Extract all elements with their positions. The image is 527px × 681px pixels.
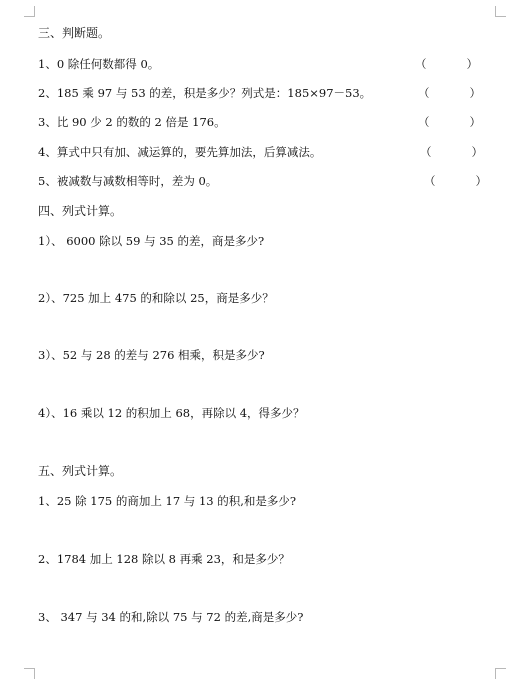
judgment-question-5: 5、被减数与减数相等时，差为 0。 [38,174,218,188]
judgment-question-1: 1、0 除任何数都得 0。 [38,57,160,71]
answer-paren-2[interactable] [418,85,481,101]
paren-close: ） [475,174,487,188]
crop-mark-bottom-left [24,668,35,679]
paren-open: （ [418,86,430,100]
calc-question-5-1: 1、25 除 175 的商加上 17 与 13 的积,和是多少? [38,494,297,508]
paren-close: ） [469,115,481,129]
calc-question-5-3: 3、 347 与 34 的和,除以 75 与 72 的差,商是多少? [38,610,304,624]
paren-open: （ [424,174,436,188]
answer-paren-4[interactable] [420,144,483,160]
calc-question-4-2: 2）、725 加上 475 的和除以 25，商是多少？ [38,291,274,305]
section3-title: 三、判断题。 [38,26,111,40]
crop-mark-top-left [24,6,35,17]
answer-paren-3[interactable] [418,114,481,130]
calc-question-4-3: 3）、52 与 28 的差与 276 相乘，积是多少? [38,348,265,362]
paren-close: ） [466,57,478,71]
calc-question-4-1: 1）、 6000 除以 59 与 35 的差，商是多少? [38,234,265,248]
crop-mark-top-right [495,6,506,17]
paren-open: （ [418,115,430,129]
paren-close: ） [471,145,483,159]
paren-close: ） [469,86,481,100]
answer-paren-1[interactable] [415,56,478,72]
calc-question-4-4: 4）、16 乘以 12 的积加上 68，再除以 4，得多少？ [38,406,305,420]
paren-open: （ [415,57,427,71]
judgment-question-4: 4、算式中只有加、减运算的，要先算加法，后算减法。 [38,145,322,159]
judgment-question-2: 2、185 乘 97 与 53 的差，积是多少？列式是：185×97－53。 [38,86,372,100]
section5-title: 五、列式计算。 [38,464,123,478]
crop-mark-bottom-right [495,668,506,679]
answer-paren-5[interactable] [424,173,487,189]
paren-open: （ [420,145,432,159]
calc-question-5-2: 2、1784 加上 128 除以 8 再乘 23，和是多少？ [38,552,290,566]
section4-title: 四、列式计算。 [38,204,123,218]
judgment-question-3: 3、比 90 少 2 的数的 2 倍是 176。 [38,115,226,129]
